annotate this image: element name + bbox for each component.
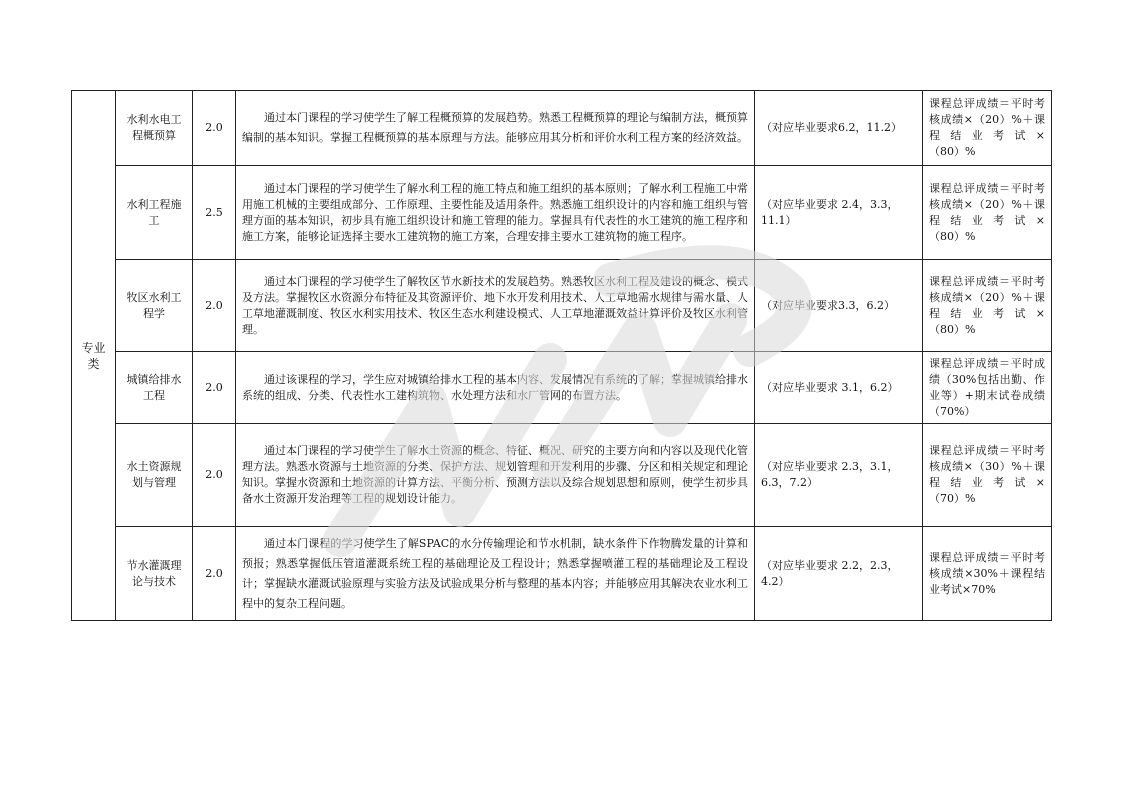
course-description: 通过该课程的学习，学生应对城镇给排水工程的基本内容、发展情况有系统的了解；掌握城镇给排水系统的组成、分类、代表性水工建构筑物、水处理方法和水厂管网的布置方法。 [242, 372, 748, 402]
graduation-requirement: （对应毕业要求 2.2，2.3，4.2） [755, 527, 923, 621]
course-description-cell [236, 166, 755, 260]
table-row [72, 424, 1052, 527]
course-description-cell [236, 424, 755, 527]
course-name: 牧区水利工程学 [116, 260, 193, 352]
course-name: 节水灌溉理论与技术 [116, 527, 193, 621]
course-credit: 2.0 [193, 91, 236, 166]
course-description: 通过本门课程的学习使学生了解水利工程的施工特点和施工组织的基本原则；了解水利工程施工中常用施工机械的主要组成部分、工作原理、主要性能及适用条件。熟悉施工组织设计的内容和施工组织与管理方面的基本知识，初步具有施工组织设计和施工管理的能力。掌握具有代表性的水工建筑的施工程序和施工方案，能够论证选择主要水工建筑物的施工方案，合理安排主要水工建筑物的施工程序。 [242, 181, 748, 243]
table-row [72, 260, 1052, 352]
graduation-requirement: （对应毕业要求 2.3，3.1，6.3，7.2） [755, 424, 923, 527]
course-name: 水利水电工程概预算 [116, 91, 193, 166]
assessment-method: 课程总评成绩＝平时考核成绩×30%＋课程结业考试×70% [923, 527, 1052, 621]
category-cell [72, 91, 116, 621]
course-description: 通过本门课程的学习使学生了解牧区节水新技术的发展趋势。熟悉牧区水利工程及建设的概念、模式及方法。掌握牧区水资源分布特征及其资源评价、地下水开发利用技术、人工草地需水规律与需水量、人工草地灌溉制度、牧区水利实用技术、牧区生态水利建设模式、人工草地灌溉效益计算评价及牧区水利管理。 [242, 274, 748, 336]
course-description: 通过本门课程的学习使学生了解水土资源的概念、特征、概况、研究的主要方向和内容以及现代化管理方法。熟悉水资源与土地资源的分类、保护方法、规划管理和开发利用的步骤、分区和相关规定和理论知识。掌握水资源和土地资源的计算方法、平衡分析、预测方法以及综合规划思想和原则，使学生初步具备水土资源开发治理等工程的规划设计能力。 [242, 444, 748, 505]
graduation-requirement: （对应毕业要求6.2，11.2） [755, 91, 923, 166]
graduation-requirement: （对应毕业要求 3.1，6.2） [755, 352, 923, 424]
category-label: 专业类 [81, 340, 106, 371]
course-name: 水土资源规划与管理 [116, 424, 193, 527]
course-credit: 2.0 [193, 352, 236, 424]
assessment-method: 课程总评成绩＝平时成绩（30%包括出勤、作业等）+期末试卷成绩（70%） [923, 352, 1052, 424]
course-credit: 2.0 [193, 527, 236, 621]
course-description: 通过本门课程的学习使学生了解工程概预算的发展趋势。熟悉工程概预算的理论与编制方法，概预算编制的基本知识。掌握工程概预算的基本原理与方法。能够应用其分析和评价水利工程方案的经济效益。 [242, 111, 748, 144]
assessment-method: 课程总评成绩＝平时考核成绩×（20）%＋课 程 结 业 考 试 ×（80）% [923, 91, 1052, 166]
table-row [72, 91, 1052, 166]
document-page [71, 90, 1052, 621]
graduation-requirement: （对应毕业要求3.3，6.2） [755, 260, 923, 352]
table-row [72, 352, 1052, 424]
course-credit: 2.5 [193, 166, 236, 260]
table-row [72, 166, 1052, 260]
course-description-cell [236, 527, 755, 621]
graduation-requirement: （对应毕业要求 2.4，3.3，11.1） [755, 166, 923, 260]
course-description-cell [236, 352, 755, 424]
course-table [71, 90, 1052, 621]
assessment-method: 课程总评成绩＝平时考核成绩×（20）%＋课 程 结 业 考 试 ×（80）% [923, 166, 1052, 260]
course-credit: 2.0 [193, 260, 236, 352]
assessment-method: 课程总评成绩＝平时考核成绩×（30）%＋课 程 结 业 考 试 ×（70）% [923, 424, 1052, 527]
table-row [72, 527, 1052, 621]
assessment-method: 课程总评成绩＝平时考核成绩×（20）%＋课 程 结 业 考 试 ×（80）% [923, 260, 1052, 352]
course-name: 水利工程施工 [116, 166, 193, 260]
course-name: 城镇给排水工程 [116, 352, 193, 424]
course-description-cell [236, 91, 755, 166]
course-description: 通过本门课程的学习使学生了解SPAC的水分传输理论和节水机制，缺水条件下作物腾发量的计算和预报；熟悉掌握低压管道灌溉系统工程的基础理论及工程设计；熟悉掌握喷灌工程的基础理论及工程设计；掌握缺水灌溉试验原理与实验方法及试验成果分析与整理的基本内容；并能够应用其解决农业水利工程中的复杂工程问题。 [242, 536, 748, 610]
course-credit: 2.0 [193, 424, 236, 527]
course-description-cell [236, 260, 755, 352]
